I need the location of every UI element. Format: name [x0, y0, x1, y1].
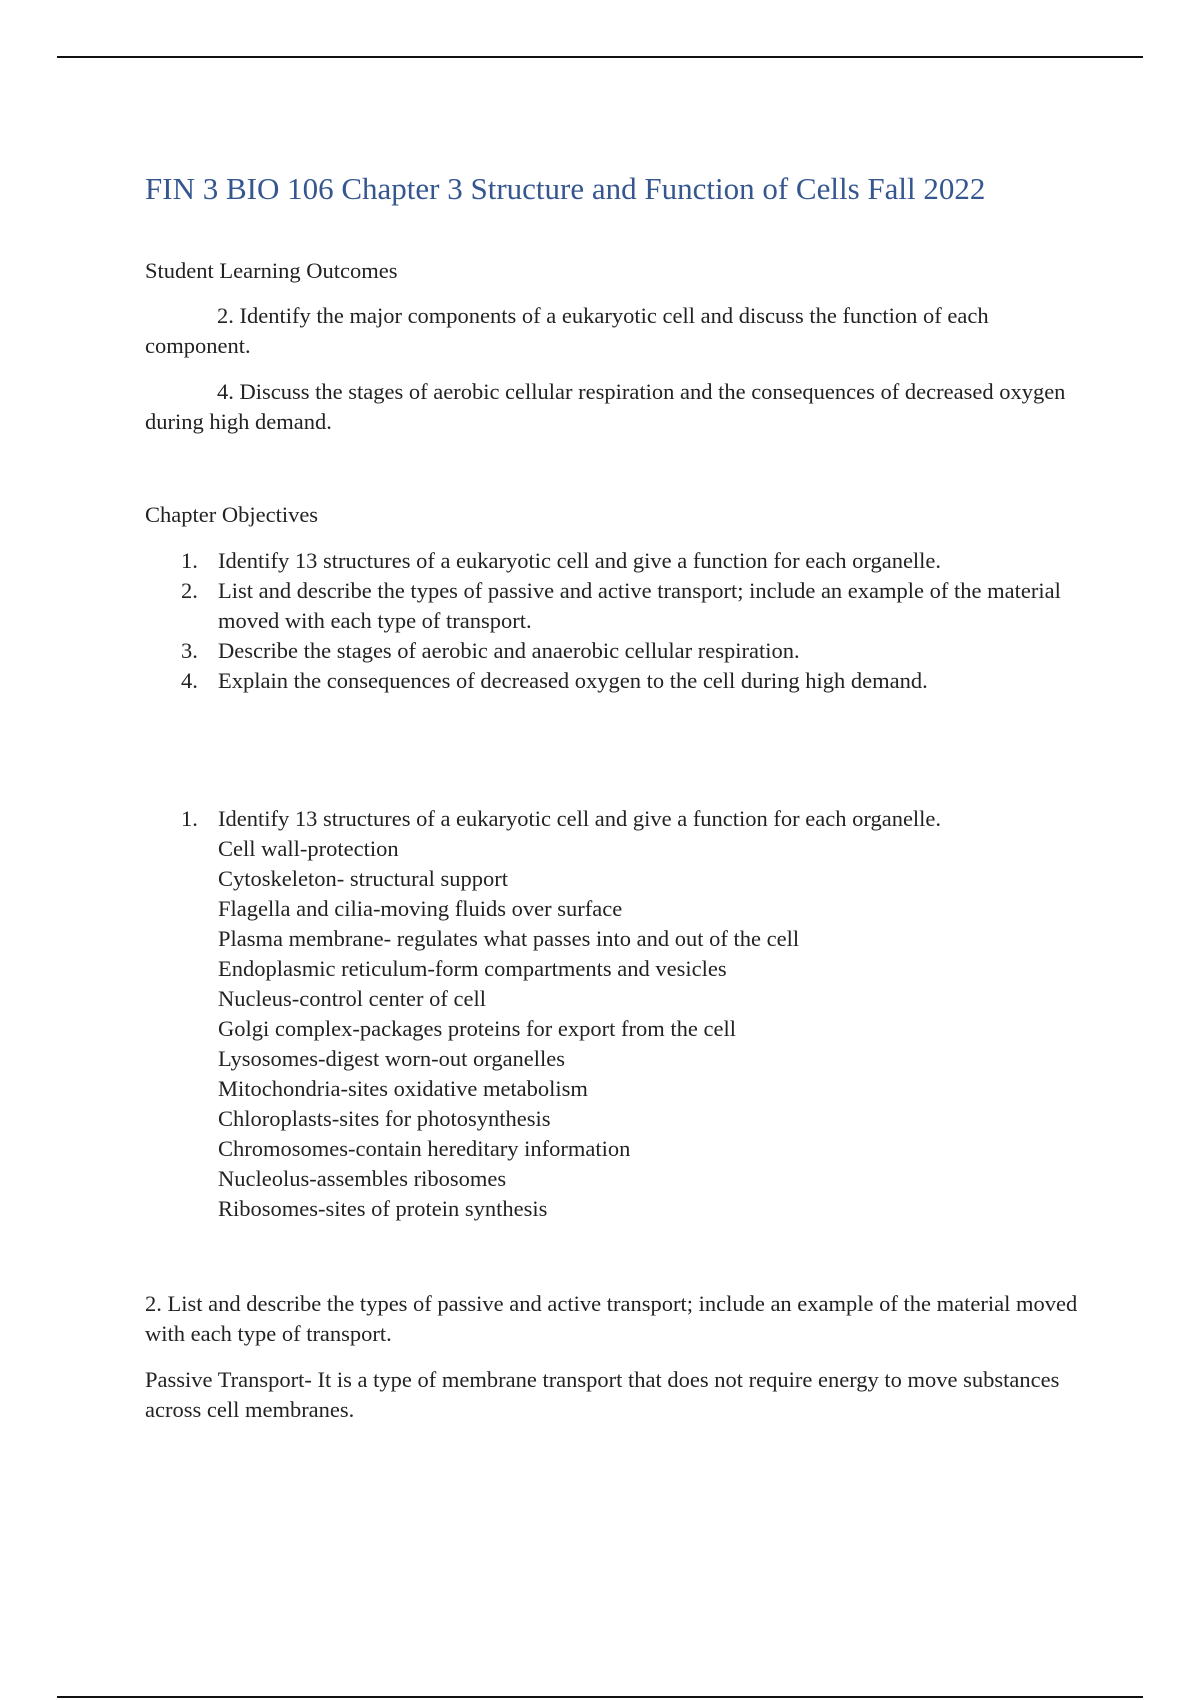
structure-line: Nucleolus-assembles ribosomes	[218, 1166, 507, 1191]
objective-item	[145, 636, 1085, 666]
slo-item: 4. Discuss the stages of aerobic cellular respiration and the consequences of decreased oxygen during high demand.	[145, 379, 1066, 434]
structure-line: Cell wall-protection	[218, 836, 399, 861]
structure-line: Cytoskeleton- structural support	[218, 866, 508, 891]
structure-line: Chromosomes-contain hereditary information	[218, 1136, 631, 1161]
answer1-item	[145, 804, 1085, 1224]
answer1-list	[145, 804, 1085, 1224]
structure-line: Lysosomes-digest worn-out organelles	[218, 1046, 566, 1071]
structure-line: Golgi complex-packages proteins for export from the cell	[218, 1016, 736, 1041]
structure-line: Endoplasmic reticulum-form compartments and vesicles	[218, 956, 727, 981]
structure-line: Nucleus-control center of cell	[218, 986, 487, 1011]
objective-text: Explain the consequences of decreased oxygen to the cell during high demand.	[218, 668, 928, 693]
objective-number: 4.	[181, 668, 198, 693]
objectives-heading: Chapter Objectives	[145, 502, 319, 527]
objective-number: 1.	[181, 548, 198, 573]
objective-text: Identify 13 structures of a eukaryotic cell and give a function for each organelle.	[218, 548, 942, 573]
objective-number: 2.	[181, 578, 198, 603]
structure-line: Ribosomes-sites of protein synthesis	[218, 1196, 548, 1221]
structure-line: Plasma membrane- regulates what passes into and out of the cell	[218, 926, 800, 951]
answer2-question: 2. List and describe the types of passive and active transport; include an example of the material moved with each type of transport.	[145, 1291, 1078, 1346]
objective-number: 3.	[181, 638, 198, 663]
top-rule	[57, 56, 1143, 58]
slo-item: 2. Identify the major components of a eukaryotic cell and discuss the function of each component.	[145, 303, 989, 358]
objective-text: Describe the stages of aerobic and anaerobic cellular respiration.	[218, 638, 800, 663]
structures-list	[218, 834, 1085, 1224]
objective-text: List and describe the types of passive and active transport; include an example of the material moved with each type of transport.	[218, 578, 1061, 633]
objective-item	[145, 546, 1085, 576]
objective-item	[145, 666, 1085, 696]
passive-transport-text: Passive Transport- It is a type of membrane transport that does not require energy to move substances across cell membranes.	[145, 1367, 1060, 1422]
structure-line: Flagella and cilia-moving fluids over surface	[218, 896, 623, 921]
objectives-list	[145, 546, 1085, 696]
answer1-number: 1.	[181, 806, 198, 831]
structure-line: Chloroplasts-sites for photosynthesis	[218, 1106, 551, 1131]
objective-item	[145, 576, 1085, 636]
answer1-question: Identify 13 structures of a eukaryotic cell and give a function for each organelle.	[218, 806, 942, 831]
slo-heading: Student Learning Outcomes	[145, 258, 398, 283]
bottom-rule	[57, 1696, 1143, 1698]
structure-line: Mitochondria-sites oxidative metabolism	[218, 1076, 588, 1101]
document-title: FIN 3 BIO 106 Chapter 3 Structure and Function of Cells Fall 2022	[145, 171, 986, 206]
